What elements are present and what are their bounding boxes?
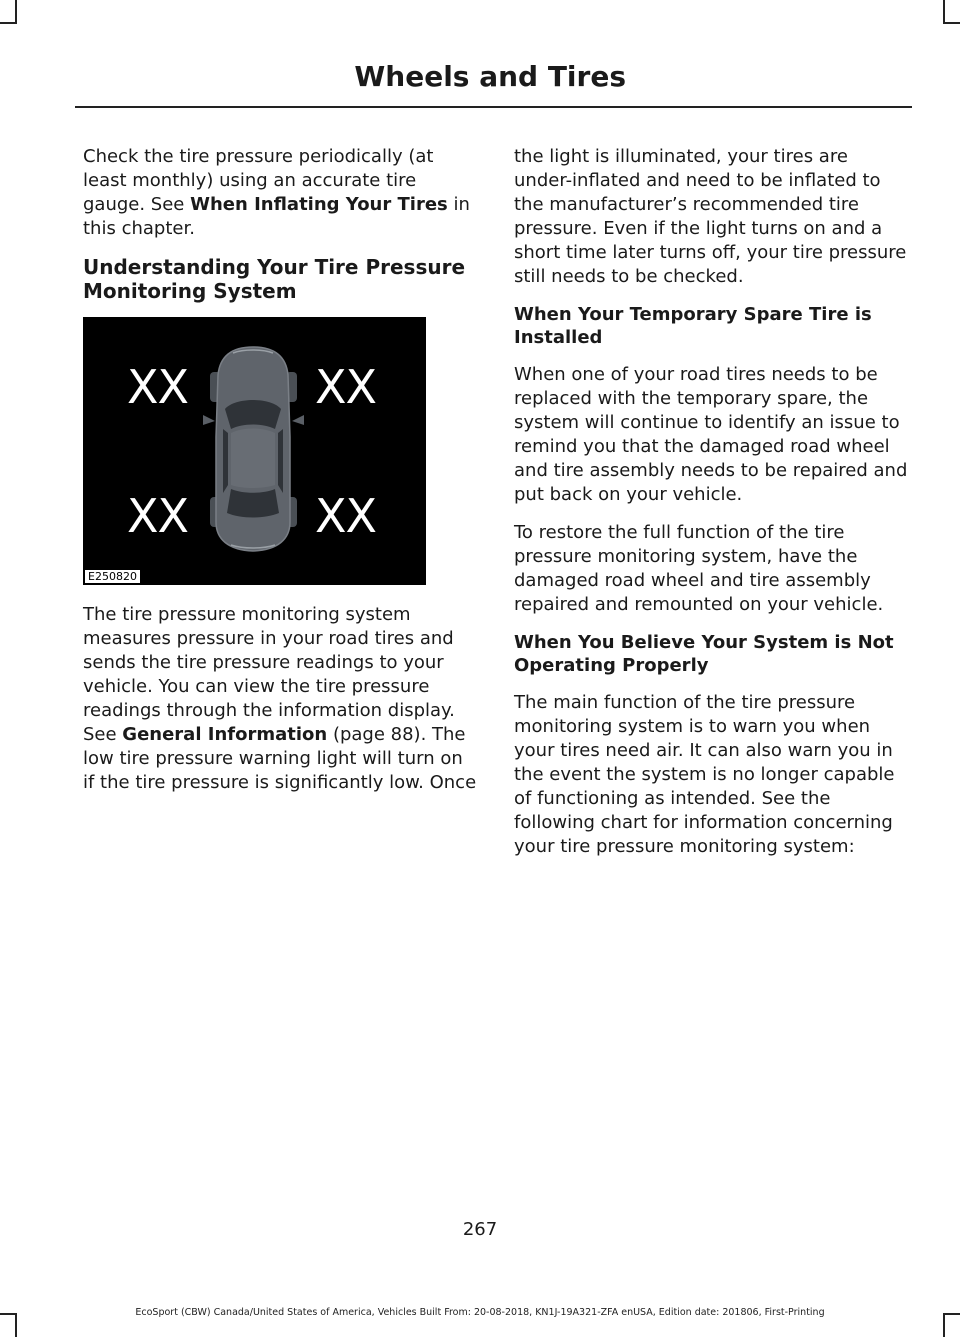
- tpms-description-paragraph: The tire pressure monitoring system measures pressure in your road tires and sends the tire pressure readings to your vehicle. You can view the tire pressure readings through the information display. See General Information (page 88). The low tire pressure warning light will turn on if the tire pressure is significantly low. Once: [83, 604, 477, 793]
- restore-function-paragraph: To restore the full function of the tire pressure monitoring system, have the damaged road wheel and tire assembly repaired and remounted on your vehicle.: [514, 522, 884, 615]
- cross-reference-link[interactable]: General Information: [122, 724, 328, 745]
- crop-mark-top-left-h: [0, 22, 17, 24]
- section-heading: Understanding Your Tire Pressure Monitoring System: [83, 255, 466, 303]
- figure-code-label: E250820: [85, 570, 140, 583]
- cross-reference-link[interactable]: When Inflating Your Tires: [190, 194, 448, 215]
- continued-paragraph: the light is illuminated, your tires are under-inflated and need to be inflated to the manufacturer’s recommended tire pressure. Even if the light turns on and a short time later turns off, your tire pressure still needs to be checked.: [514, 146, 907, 287]
- front-right-pressure-readout: XX: [315, 360, 377, 414]
- left-column: [83, 145, 479, 809]
- rear-right-pressure-readout: XX: [315, 489, 377, 543]
- footer-edition-text: EcoSport (CBW) Canada/United States of America, Vehicles Built From: 20-08-2018, KN1J-19A321-ZFA enUSA, Edition date: 201806, First-Printing: [135, 1307, 825, 1318]
- right-column: [514, 145, 910, 873]
- system-function-paragraph: The main function of the tire pressure monitoring system is to warn you when your tires need air. It can also warn you in the event the system is no longer capable of functioning as intended. See the following chart for information concerning your tire pressure monitoring system:: [514, 692, 895, 857]
- page-header-title: Wheels and Tires: [354, 60, 626, 93]
- car-top-view-icon: [83, 317, 426, 585]
- spare-tire-paragraph: When one of your road tires needs to be replaced with the temporary spare, the system will continue to identify an issue to remind you that the damaged road wheel and tire assembly needs to be repaired and put back on your vehicle.: [514, 364, 908, 505]
- front-left-pressure-readout: XX: [127, 360, 189, 414]
- crop-mark-top-right-v: [943, 0, 945, 24]
- crop-mark-top-left-v: [15, 0, 17, 24]
- intro-paragraph: Check the tire pressure periodically (at least monthly) using an accurate tire gauge. See When Inflating Your Tires in this chapter.: [83, 146, 470, 239]
- crop-mark-top-right-h: [943, 22, 960, 24]
- subsection-heading: When You Believe Your System is Not Operating Properly: [514, 632, 894, 676]
- page-number: 267: [462, 1219, 498, 1240]
- subsection-heading: When Your Temporary Spare Tire is Installed: [514, 304, 872, 348]
- tire-pressure-display-figure: [83, 317, 426, 585]
- rear-left-pressure-readout: XX: [127, 489, 189, 543]
- header-divider: [75, 106, 912, 108]
